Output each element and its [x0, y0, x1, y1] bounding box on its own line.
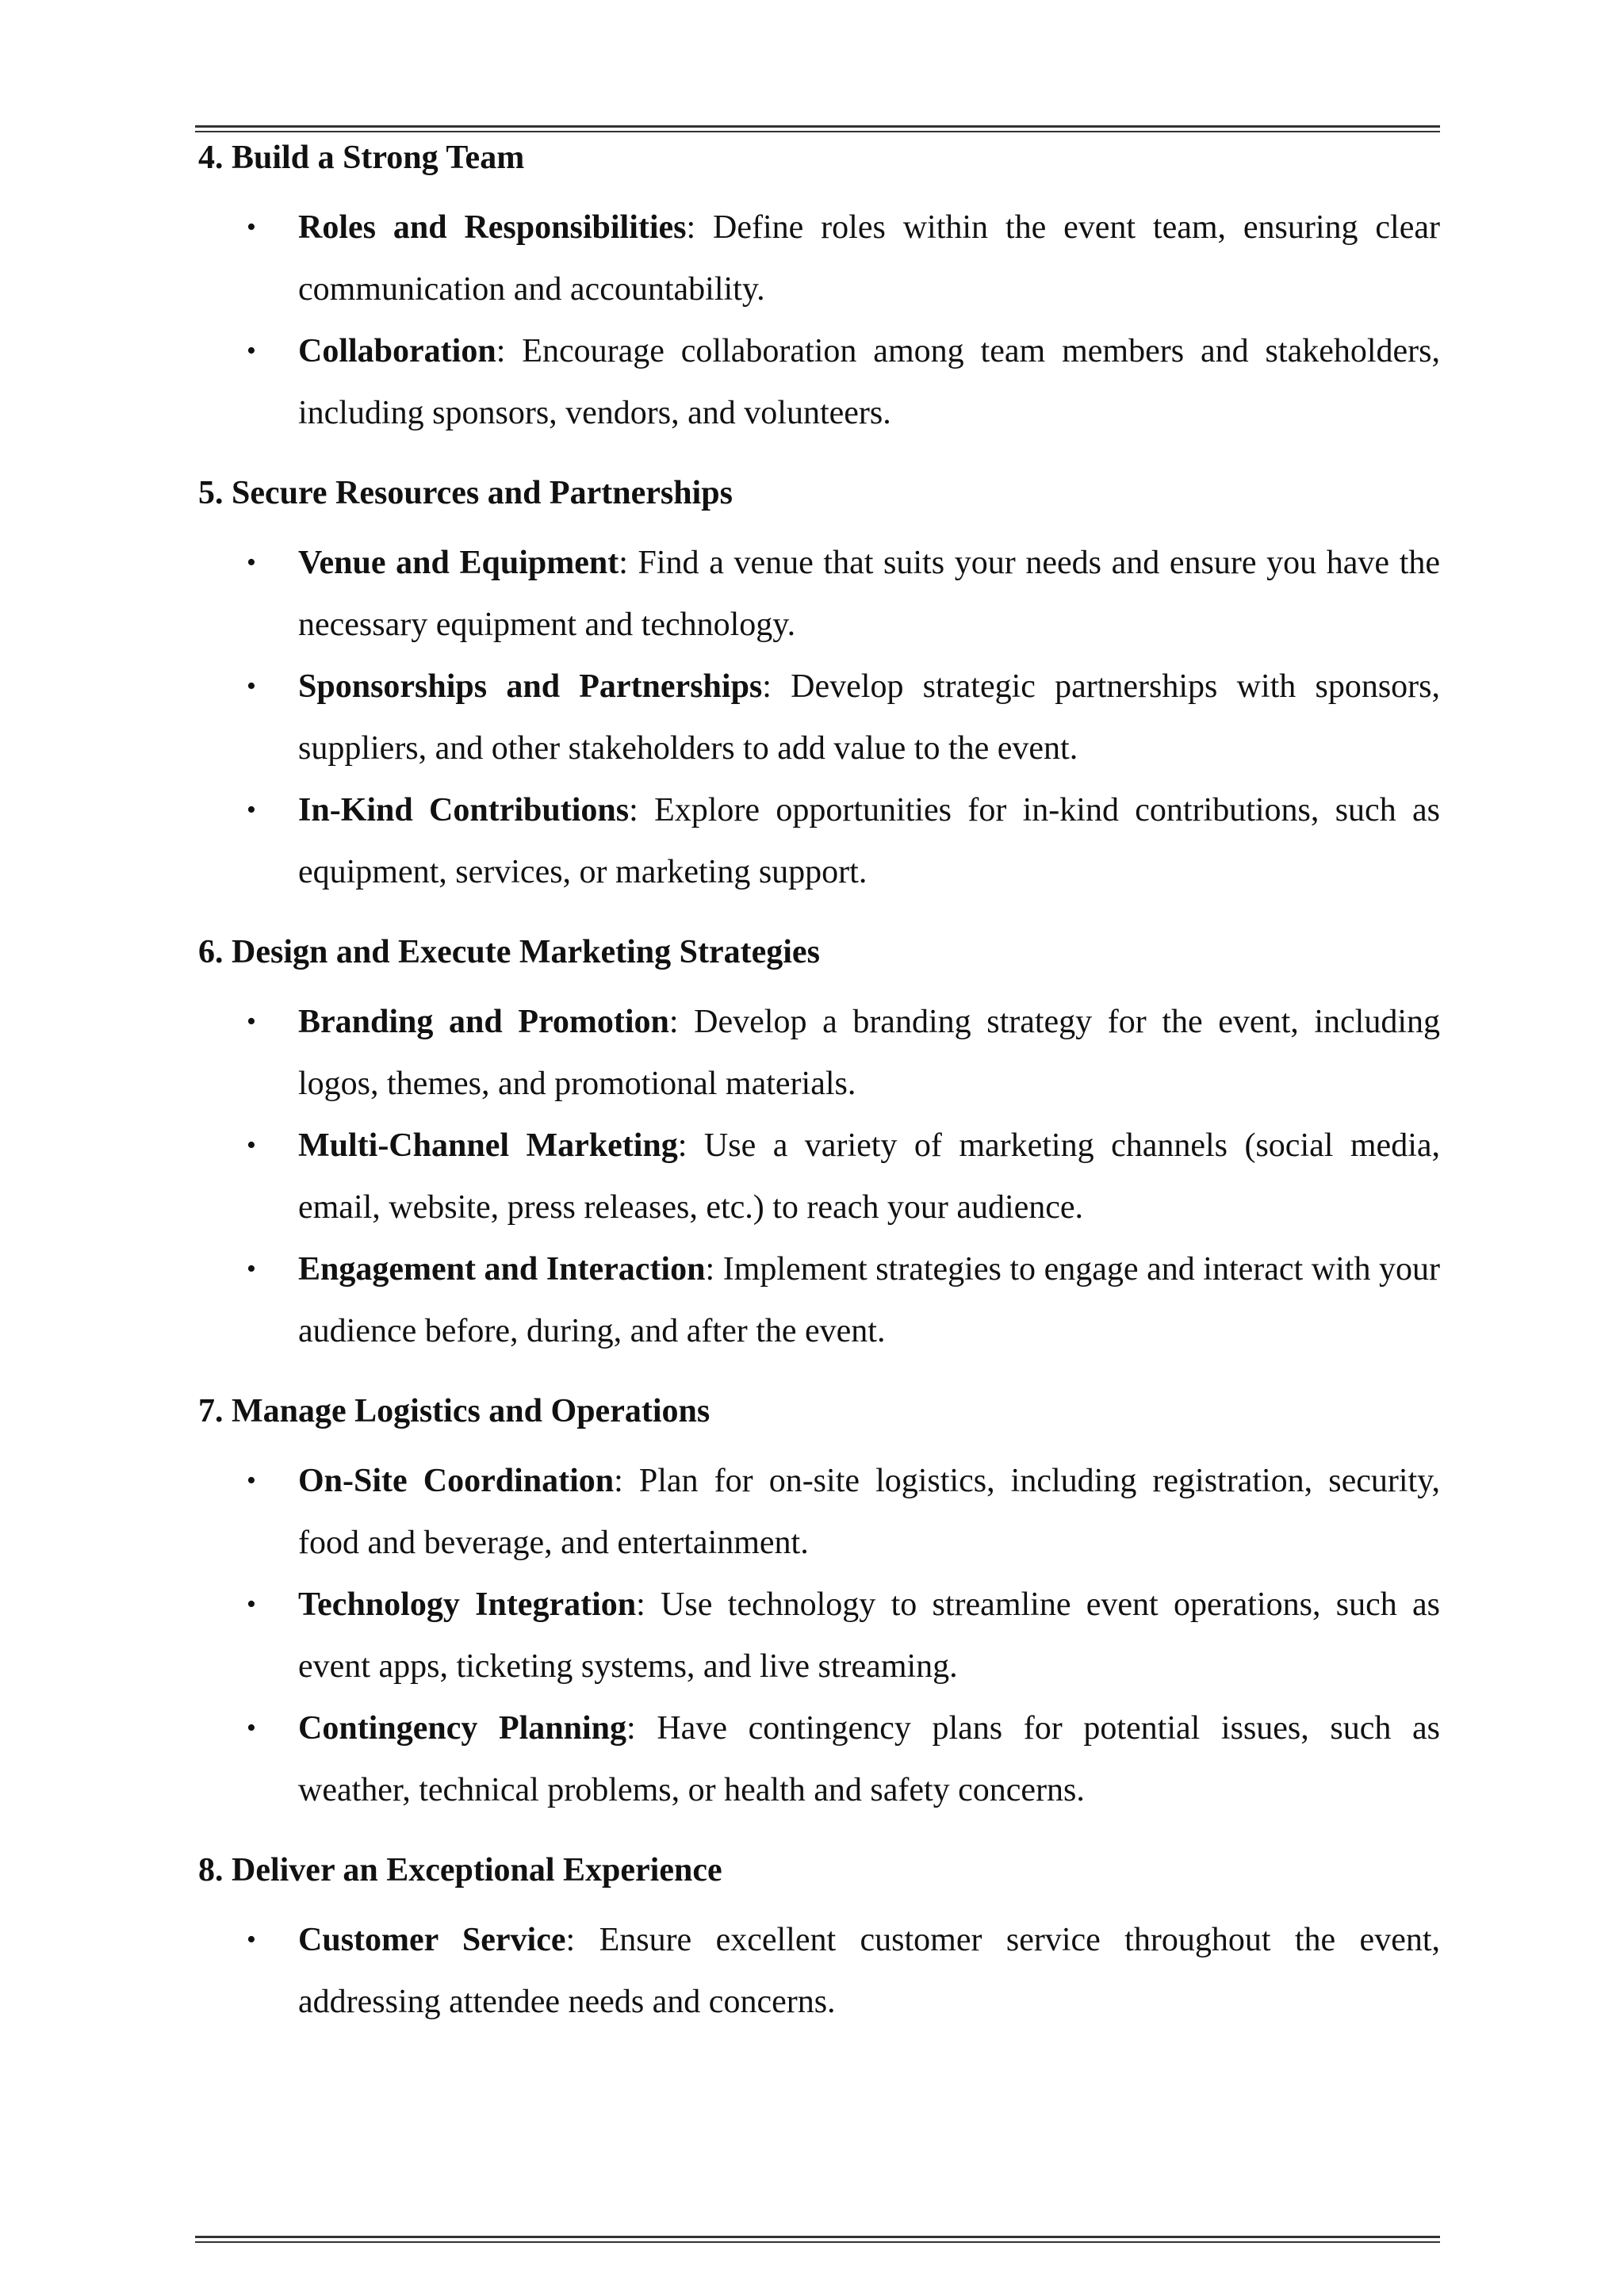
- section-heading: 6. Design and Execute Marketing Strategies: [198, 934, 820, 970]
- bullet-list: [198, 197, 1440, 444]
- bullet-icon: •: [247, 336, 256, 365]
- section-heading: 5. Secure Resources and Partnerships: [198, 475, 733, 511]
- list-item: [198, 1697, 1440, 1821]
- item-term: On-Site Coordination: [298, 1463, 615, 1499]
- bullet-icon: •: [247, 672, 256, 701]
- bullet-icon: •: [247, 1590, 256, 1619]
- item-text: : Develop strategic partnerships with sponsors, suppliers, and other stakeholders to add value to the event.: [298, 668, 1441, 767]
- bullet-icon: •: [247, 1254, 256, 1284]
- section-heading: 8. Deliver an Exceptional Experience: [198, 1852, 722, 1888]
- item-term: Contingency Planning: [298, 1710, 627, 1747]
- section-build-team: [198, 135, 1440, 444]
- item-term: Venue and Equipment: [298, 545, 619, 581]
- list-item: [198, 532, 1440, 656]
- item-text: : Develop a branding strategy for the event, including logos, themes, and promotional materials.: [298, 1004, 1441, 1102]
- item-term: Multi-Channel Marketing: [298, 1127, 678, 1164]
- header-rule: [195, 125, 1440, 132]
- item-text: : Ensure excellent customer service throughout the event, addressing attendee needs and concerns.: [298, 1922, 1441, 2020]
- document-body: [198, 135, 1440, 2059]
- list-item: [198, 1115, 1440, 1238]
- bullet-icon: •: [247, 1007, 256, 1036]
- section-experience: [198, 1847, 1440, 2033]
- item-term: Roles and Responsibilities: [298, 209, 687, 246]
- footer-rule: [195, 2236, 1440, 2243]
- bullet-icon: •: [247, 1713, 256, 1743]
- list-item: [198, 197, 1440, 320]
- item-text: : Implement strategies to engage and interact with your audience before, during, and after the event.: [298, 1251, 1440, 1349]
- item-text: : Have contingency plans for potential issues, such as weather, technical problems, or health and safety concerns.: [298, 1710, 1440, 1808]
- section-logistics: [198, 1388, 1440, 1821]
- list-item: [198, 1909, 1440, 2033]
- item-term: Technology Integration: [298, 1586, 637, 1623]
- list-item: [198, 320, 1440, 444]
- bullet-icon: •: [247, 1131, 256, 1160]
- item-term: Collaboration: [298, 333, 496, 369]
- item-text: : Use a variety of marketing channels (social media, email, website, press releases, etc.) to reach your audience.: [298, 1127, 1441, 1226]
- section-marketing: [198, 929, 1440, 1362]
- bullet-icon: •: [247, 1466, 256, 1495]
- item-text: : Find a venue that suits your needs and ensure you have the necessary equipment and technology.: [298, 545, 1440, 643]
- bullet-icon: •: [247, 1925, 256, 1954]
- item-text: : Encourage collaboration among team members and stakeholders, including sponsors, vendors, and volunteers.: [298, 333, 1440, 431]
- item-term: In-Kind Contributions: [298, 792, 630, 828]
- list-item: [198, 991, 1440, 1115]
- item-text: : Use technology to streamline event operations, such as event apps, ticketing systems, and live streaming.: [298, 1586, 1440, 1685]
- bullet-icon: •: [247, 548, 256, 577]
- bullet-list: [198, 1450, 1440, 1821]
- list-item: [198, 779, 1440, 903]
- section-heading: 4. Build a Strong Team: [198, 140, 525, 176]
- list-item: [198, 1450, 1440, 1574]
- section-heading: 7. Manage Logistics and Operations: [198, 1393, 710, 1429]
- bullet-list: [198, 991, 1440, 1362]
- item-term: Customer Service: [298, 1922, 566, 1958]
- item-term: Sponsorships and Partnerships: [298, 668, 763, 705]
- item-text: : Plan for on-site logistics, including registration, security, food and beverage, and entertainment.: [298, 1463, 1440, 1561]
- bullet-icon: •: [247, 212, 256, 242]
- list-item: [198, 1574, 1440, 1697]
- list-item: [198, 656, 1440, 779]
- item-text: : Explore opportunities for in-kind contributions, such as equipment, services, or marketing support.: [298, 792, 1440, 890]
- item-term: Branding and Promotion: [298, 1004, 669, 1040]
- bullet-list: [198, 1909, 1440, 2033]
- list-item: [198, 1238, 1440, 1362]
- item-text: : Define roles within the event team, ensuring clear communication and accountability.: [298, 209, 1440, 308]
- bullet-list: [198, 532, 1440, 903]
- item-term: Engagement and Interaction: [298, 1251, 706, 1288]
- section-secure-resources: [198, 470, 1440, 903]
- bullet-icon: •: [247, 795, 256, 825]
